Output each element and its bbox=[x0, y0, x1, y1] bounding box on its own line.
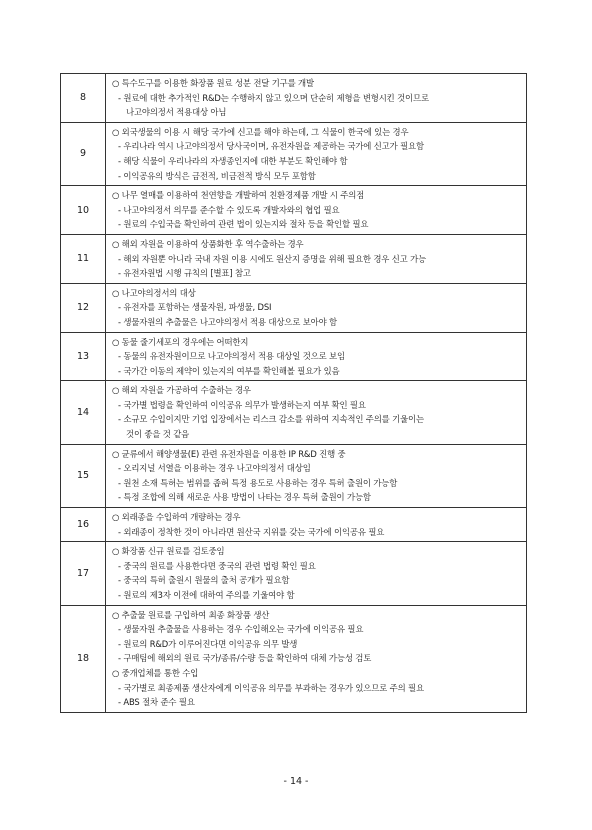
detail-line: - ABS 절차 준수 필요 bbox=[118, 697, 195, 708]
topic-line: ○ 화장품 신규 원료를 검토중임 bbox=[112, 546, 225, 557]
detail-line: - 원료에 대한 추가적인 R&D는 수행하지 않고 있으며 단순히 제형을 변형시킨 것이므로 bbox=[118, 92, 429, 103]
detail-line: - 중국의 특허 출원시 원물의 출처 공개가 필요함 bbox=[118, 575, 290, 586]
row-number: 14 bbox=[61, 381, 106, 444]
detail-line: - 유전자를 포함하는 생물자원, 파생물, DSI bbox=[118, 302, 272, 313]
row-content bbox=[106, 508, 527, 542]
detail-line: - 생물자원 추출물을 사용하는 경우 수입해오는 국가에 이익공유 필요 bbox=[118, 624, 364, 635]
detail-line: - 해당 식물이 우리나라의 자생종인지에 대한 부분도 확인해야 함 bbox=[118, 155, 348, 166]
detail-line: - 국가간 이동의 제약이 있는지의 여부를 확인해볼 필요가 있음 bbox=[118, 365, 340, 376]
topic-line: ○ 나고야의정서의 대상 bbox=[112, 287, 196, 298]
detail-line: - 우리나라 역시 나고야의정서 당사국이며, 유전자원을 제공하는 국가에 신고가 필요함 bbox=[118, 141, 424, 152]
table-row bbox=[61, 542, 527, 605]
row-content bbox=[106, 381, 527, 444]
detail-line: - 동물의 유전자원이므로 나고야의정서 적용 대상일 것으로 보임 bbox=[118, 351, 345, 362]
row-content bbox=[106, 122, 527, 185]
row-content bbox=[106, 605, 527, 712]
table-row bbox=[61, 508, 527, 542]
topic-line: ○ 외래종을 수입하여 개량하는 경우 bbox=[112, 512, 241, 523]
row-content bbox=[106, 186, 527, 235]
detail-line: - 유전자원법 시행 규칙의 [별표] 참고 bbox=[118, 268, 251, 279]
consultation-table bbox=[60, 73, 527, 713]
table-row bbox=[61, 283, 527, 332]
topic-line: ○ 나무 열매를 이용하여 천연향을 개발하여 친환경제품 개발 시 주의점 bbox=[112, 190, 365, 201]
detail-line: - 원료의 수입국을 확인하여 관련 법이 있는지와 절차 등을 확인할 필요 bbox=[118, 219, 369, 230]
row-number: 13 bbox=[61, 332, 106, 381]
detail-line: - 구매팀에 해외의 원료 국가/종류/수량 등을 확인하여 대체 가능성 검토 bbox=[118, 653, 372, 664]
detail-line: 나고야의정서 적용대상 아님 bbox=[126, 107, 227, 118]
table-row bbox=[61, 332, 527, 381]
page-number: - 14 - bbox=[283, 776, 309, 787]
detail-line: - 생물자원의 추출물은 나고야의정서 적용 대상으로 보아야 함 bbox=[118, 316, 337, 327]
detail-line: - 해외 자원뿐 아니라 국내 자원 이용 시에도 원산지 증명을 위해 필요한 경우 신고 가능 bbox=[118, 253, 427, 264]
topic-line: ○ 중개업체를 통한 수입 bbox=[112, 667, 199, 678]
table-row bbox=[61, 234, 527, 283]
detail-line: - 오리지널 서열을 이용하는 경우 나고야의정서 대상임 bbox=[118, 463, 311, 474]
detail-line: - 원천 소재 특허는 범위를 좁혀 특정 용도로 사용하는 경우 특허 출원이 가능함 bbox=[118, 477, 398, 488]
topic-line: ○ 추출물 원료를 구입하여 최종 화장품 생산 bbox=[112, 609, 270, 620]
table-row bbox=[61, 186, 527, 235]
detail-line: - 외래종이 정착한 것이 아니라면 원산국 지위를 갖는 국가에 이익공유 필요 bbox=[118, 526, 385, 537]
topic-line: ○ 동물 줄기세포의 경우에는 어떠한지 bbox=[112, 336, 249, 347]
detail-line: - 중국의 원료를 사용한다면 중국의 관련 법령 확인 필요 bbox=[118, 560, 316, 571]
row-content bbox=[106, 444, 527, 507]
row-number: 9 bbox=[61, 122, 106, 185]
topic-line: ○ 특수도구를 이용한 화장품 원료 성분 전달 기구를 개발 bbox=[112, 78, 314, 88]
detail-line: - 원료의 R&D가 이루어진다면 이익공유 의무 발생 bbox=[118, 638, 298, 649]
row-content bbox=[106, 74, 527, 123]
row-number: 12 bbox=[61, 283, 106, 332]
detail-line: - 특정 조합에 의해 새로운 사용 방법이 나타는 경우 특허 출원이 가능함 bbox=[118, 492, 371, 503]
table-body bbox=[61, 74, 527, 713]
row-content bbox=[106, 283, 527, 332]
detail-line: - 이익공유의 방식은 금전적, 비금전적 방식 모두 포함함 bbox=[118, 170, 316, 181]
row-content bbox=[106, 234, 527, 283]
row-number: 10 bbox=[61, 186, 106, 235]
row-number: 17 bbox=[61, 542, 106, 605]
row-number: 8 bbox=[61, 74, 106, 123]
table-row bbox=[61, 605, 527, 712]
detail-line: 것이 좋을 것 같음 bbox=[126, 429, 190, 440]
detail-line: - 국가별로 최종제품 생산자에게 이익공유 의무를 부과하는 경우가 있으므로 주의 필요 bbox=[118, 682, 424, 693]
detail-line: - 국가별 법령을 확인하여 이익공유 의무가 발생하는지 여부 확인 필요 bbox=[118, 399, 366, 410]
table-row bbox=[61, 74, 527, 123]
topic-line: ○ 외국생물의 이용 시 해당 국가에 신고를 해야 하는데, 그 식물이 한국에 있는 경우 bbox=[112, 126, 409, 137]
detail-line: - 나고야의정서 의무를 준수할 수 있도록 개발자와의 협업 필요 bbox=[118, 204, 340, 215]
row-content bbox=[106, 542, 527, 605]
topic-line: ○ 균류에서 해양생물(E) 관련 유전자원을 이용한 IP R&D 진행 중 bbox=[112, 448, 346, 459]
row-number: 15 bbox=[61, 444, 106, 507]
row-number: 16 bbox=[61, 508, 106, 542]
table-row bbox=[61, 122, 527, 185]
topic-line: ○ 해외 자원을 가공하여 수출하는 경우 bbox=[112, 385, 251, 396]
detail-line: - 원료의 제3자 이전에 대하여 주의를 기울여야 함 bbox=[118, 590, 295, 600]
detail-line: - 소규모 수입이지만 기업 입장에서는 리스크 감소를 위하여 지속적인 주의를 기울이는 bbox=[118, 414, 424, 425]
row-number: 11 bbox=[61, 234, 106, 283]
table-row bbox=[61, 381, 527, 444]
topic-line: ○ 해외 자원을 이용하여 상품화한 후 역수출하는 경우 bbox=[112, 238, 304, 249]
row-number: 18 bbox=[61, 605, 106, 712]
row-content bbox=[106, 332, 527, 381]
table-row bbox=[61, 444, 527, 507]
